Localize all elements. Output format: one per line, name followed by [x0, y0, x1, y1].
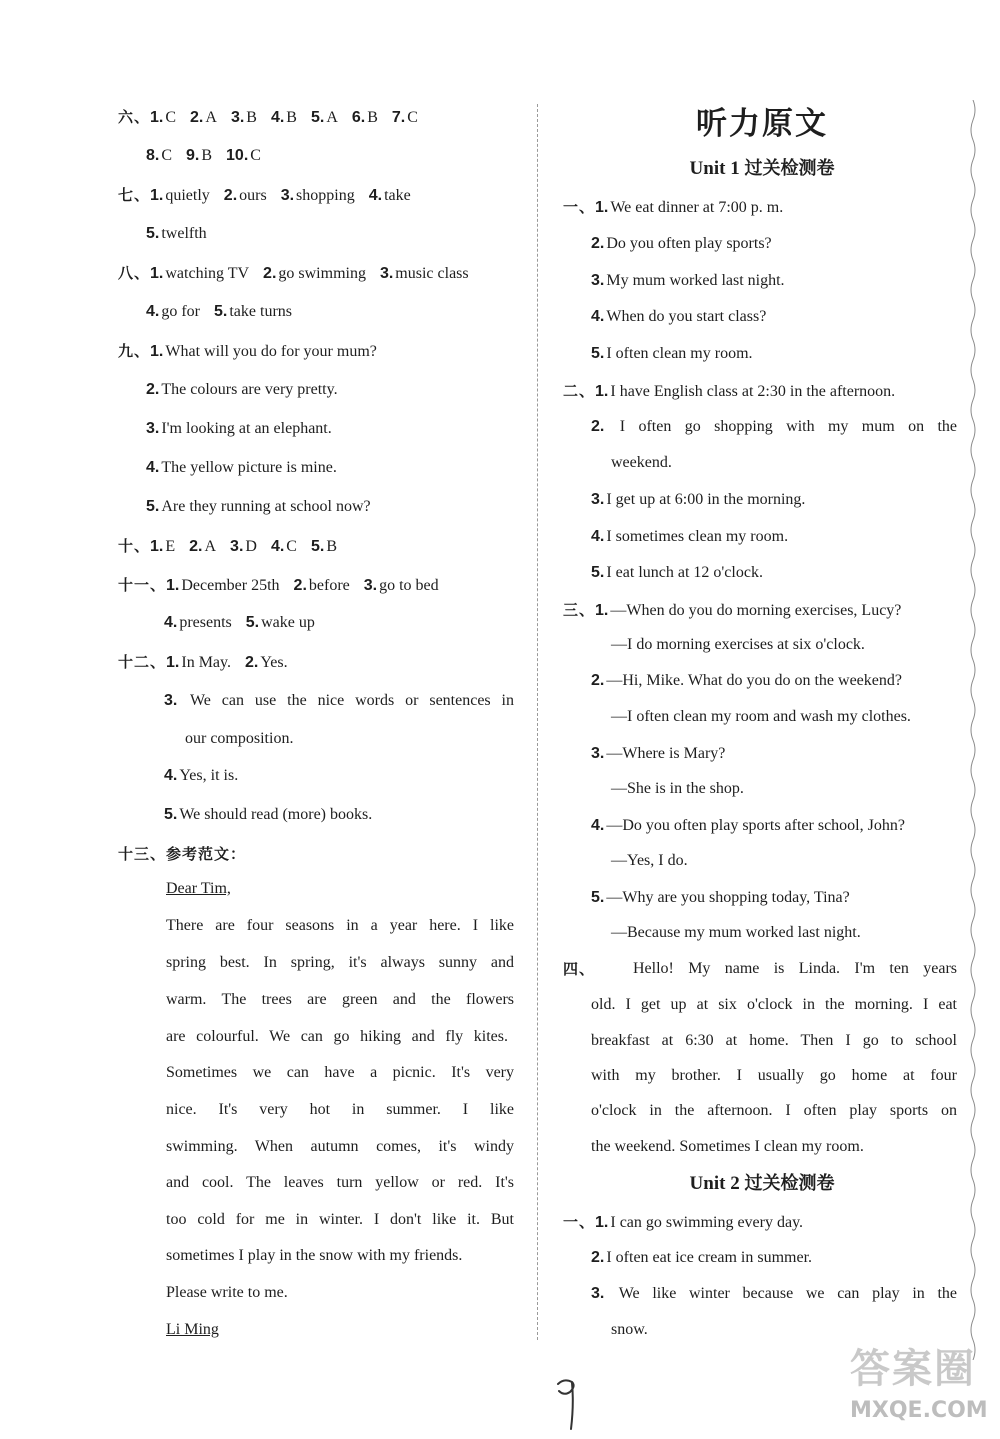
letter-body-line: There are four seasons in a year here. I like — [166, 917, 514, 934]
unit2-line3-cont: snow. — [611, 1321, 648, 1338]
listening-2-line4: 4. I sometimes clean my room. — [591, 528, 789, 545]
letter-greeting: Dear Tim, — [166, 880, 231, 897]
unit2-line1: 一、1. I can go swimming every day. — [563, 1213, 804, 1231]
dialogue-1-q: 三、1. —When do you do morning exercises, Lucy? — [563, 601, 902, 619]
section-9-line1: 九、1. What will you do for your mum? — [118, 342, 377, 360]
section-label: 七、 — [118, 186, 151, 204]
listening-1-line4: 4. When do you start class? — [591, 308, 767, 325]
unit2-line3: 3. We like winter because we can play in the — [591, 1285, 957, 1302]
page-number — [550, 1374, 590, 1434]
section-label: 四、 — [563, 960, 596, 978]
listening-1-line5: 5. I often clean my room. — [591, 345, 753, 362]
watermark — [850, 1344, 1000, 1434]
letter-closing: Please write to me. — [166, 1284, 288, 1301]
listening-1-line2: 2. Do you often play sports? — [591, 235, 772, 252]
dialogue-2-q: 2. —Hi, Mike. What do you do on the weekend? — [591, 672, 902, 689]
section-10-row: 十、1. E 2. A 3. D 4. C 5. B — [118, 537, 337, 555]
passage-line: breakfast at 6:30 at home. Then I go to school — [591, 1032, 957, 1049]
section-label: 一、 — [563, 1213, 596, 1231]
listening-2-line5: 5. I eat lunch at 12 o'clock. — [591, 564, 763, 581]
dialogue-1-a: —I do morning exercises at six o'clock. — [611, 636, 865, 653]
dialogue-2-a: —I often clean my room and wash my clothes. — [611, 708, 911, 725]
unit-1-heading: Unit 1 过关检测卷 — [689, 158, 835, 179]
watermark-text: 答案圈 — [850, 1346, 976, 1392]
section-7-row1: 七、1. quietly 2. ours 3. shopping 4. take — [118, 186, 411, 204]
section-9-line2: 2. The colours are very pretty. — [146, 381, 338, 398]
section-label: 十一、 — [118, 576, 167, 594]
section-9-line5: 5. Are they running at school now? — [146, 498, 371, 515]
section-12-answer5: 5. We should read (more) books. — [164, 806, 373, 823]
section-12-answer4: 4. Yes, it is. — [164, 767, 239, 784]
letter-body-line: and cool. The leaves turn yellow or red. It's — [166, 1174, 514, 1191]
letter-body-line: spring best. In spring, it's always sunny and — [166, 954, 514, 971]
section-9-line4: 4. The yellow picture is mine. — [146, 459, 337, 476]
section-label: 八、 — [118, 264, 151, 282]
letter-body-line: swimming. When autumn comes, it's windy — [166, 1138, 514, 1155]
section-7-row2: 5. twelfth — [146, 225, 207, 242]
section-9-line3: 3. I'm looking at an elephant. — [146, 420, 332, 437]
section-label: 一、 — [563, 198, 596, 216]
unit-2-heading: Unit 2 过关检测卷 — [689, 1173, 835, 1194]
watermark-url: MXQE.COM — [850, 1398, 988, 1423]
section-label: 九、 — [118, 342, 151, 360]
section-label: 二、 — [563, 382, 596, 400]
letter-body-line: too cold for me in winter. I don't like it. But — [166, 1211, 514, 1228]
wavy-border-decoration — [968, 100, 978, 1360]
dialogue-5-a: —Because my mum worked last night. — [611, 924, 861, 941]
section-label: 十、 — [118, 537, 151, 555]
page-title: 听力原文 — [696, 106, 828, 142]
section-label: 三、 — [563, 601, 596, 619]
section-11-row2: 4. presents 5. wake up — [164, 614, 315, 631]
letter-body-line: nice. It's very hot in summer. I like — [166, 1101, 514, 1118]
unit2-line2: 2. I often eat ice cream in summer. — [591, 1249, 813, 1266]
dialogue-3-a: —She is in the shop. — [611, 780, 744, 797]
column-divider — [537, 104, 538, 1340]
section-8-row2: 4. go for 5. take turns — [146, 303, 292, 320]
dialogue-4-a: —Yes, I do. — [611, 852, 688, 869]
dialogue-3-q: 3. —Where is Mary? — [591, 745, 726, 762]
listening-1-line1: 一、1. We eat dinner at 7:00 p. m. — [563, 198, 784, 216]
section-label: 十二、 — [118, 653, 167, 671]
section-label: 六、 — [118, 108, 151, 126]
listening-1-line3: 3. My mum worked last night. — [591, 272, 785, 289]
letter-signature: Li Ming — [166, 1321, 219, 1338]
passage-line: with my brother. I usually go home at four — [591, 1067, 957, 1084]
listening-2-line2-cont: weekend. — [611, 454, 672, 471]
dialogue-5-q: 5. —Why are you shopping today, Tina? — [591, 889, 850, 906]
letter-body-line: Sometimes we can have a picnic. It's very — [166, 1064, 514, 1081]
section-12-answer3-line1: 3. We can use the nice words or sentences in — [164, 692, 514, 709]
letter-body-line: warm. The trees are green and the flowers — [166, 991, 514, 1008]
section-8-row1: 八、1. watching TV 2. go swimming 3. music class — [118, 264, 469, 282]
section-6-row2: 8. C 9. B 10. C — [146, 147, 261, 164]
section-13-label: 十三、参考范文： — [118, 845, 247, 863]
letter-body-line: sometimes I play in the snow with my friends. — [166, 1247, 463, 1264]
listening-2-line3: 3. I get up at 6:00 in the morning. — [591, 491, 806, 508]
dialogue-4-q: 4. —Do you often play sports after school, John? — [591, 817, 905, 834]
passage-label — [563, 958, 595, 981]
section-12-row1: 十二、1. In May. 2. Yes. — [118, 653, 288, 671]
listening-2-line1: 二、1. I have English class at 2:30 in the afternoon. — [563, 382, 896, 400]
passage-line: old. I get up at six o'clock in the morning. I eat — [591, 996, 957, 1013]
section-11-row1: 十一、1. December 25th 2. before 3. go to bed — [118, 576, 439, 594]
passage-line: Hello! My name is Linda. I'm ten years — [633, 960, 957, 977]
handwritten-seven-icon — [550, 1374, 590, 1434]
passage-line: o'clock in the afternoon. I often play sports on — [591, 1102, 957, 1119]
passage-line: the weekend. Sometimes I clean my room. — [591, 1138, 864, 1155]
letter-body-line: are colourful. We can go hiking and fly kites. — [166, 1028, 508, 1045]
section-12-answer3-line2: our composition. — [185, 730, 294, 747]
section-6-row1: 六、1. C 2. A 3. B 4. B 5. A 6. B 7. C — [118, 108, 418, 126]
listening-2-line2: 2. I often go shopping with my mum on the — [591, 418, 958, 435]
